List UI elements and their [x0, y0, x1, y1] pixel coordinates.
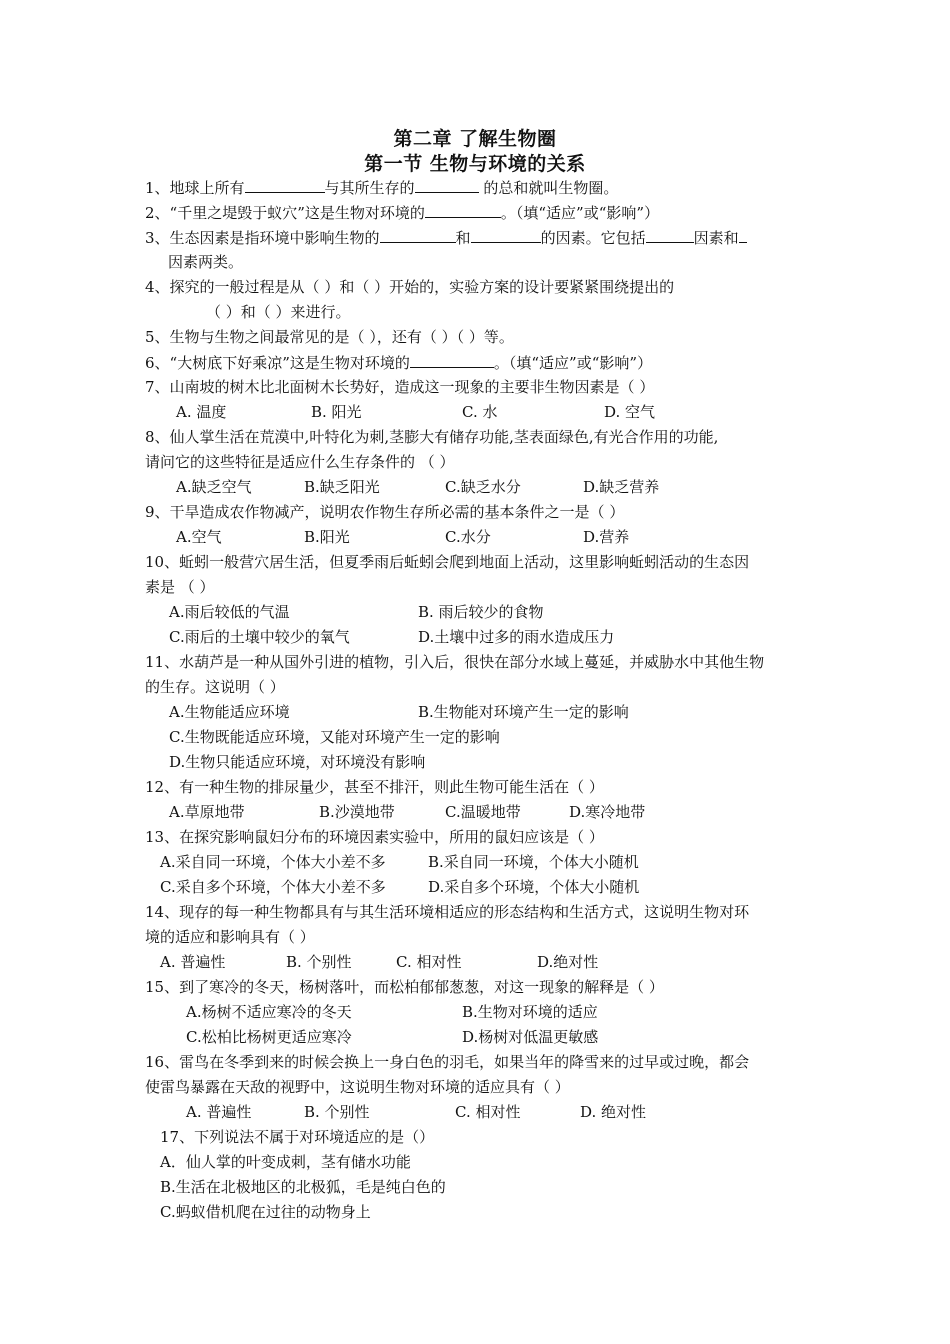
- question-4-line1: 4、探究的一般过程是从（ ）和（ ）开始的，实验方案的设计要紧紧围绕提出的: [145, 278, 675, 296]
- option-b[interactable]: B.生物对环境的适应: [462, 1003, 598, 1021]
- option-d[interactable]: D.绝对性: [537, 953, 599, 971]
- question-2: 2、“千里之堤毁于蚁穴”这是生物对环境的 。（填“适应”或“影响”）: [145, 204, 660, 222]
- option-a[interactable]: A.雨后较低的气温: [169, 603, 290, 621]
- option-b[interactable]: B.采自同一环境，个体大小随机: [428, 853, 639, 871]
- question-7: 7、山南坡的树木比北面树木长势好，造成这一现象的主要非生物因素是（ ）: [145, 378, 655, 396]
- answer-blank[interactable]: [380, 227, 456, 243]
- question-10-line2: 素是 （ ）: [145, 578, 215, 596]
- question-6: 6、“大树底下好乘凉”这是生物对环境的 。（填“适应”或“影响”）: [145, 354, 653, 372]
- question-8-line1: 8、仙人掌生活在荒漠中,叶特化为刺,茎膨大有储存功能,茎表面绿色,有光合作用的功能,: [145, 428, 719, 446]
- question-11-line1: 11、水葫芦是一种从国外引进的植物，引入后，很快在部分水域上蔓延，并威胁水中其他生物: [145, 653, 765, 671]
- question-1: 1、地球上所有 与其所生存的 的总和就叫生物圈。: [145, 179, 619, 197]
- option-a[interactable]: A. 普遍性: [160, 953, 226, 971]
- option-b[interactable]: B.生活在北极地区的北极狐，毛是纯白色的: [160, 1178, 446, 1196]
- option-c[interactable]: C.生物既能适应环境，又能对环境产生一定的影响: [169, 728, 500, 746]
- option-a[interactable]: A.草原地带: [169, 803, 245, 821]
- option-a[interactable]: A. 普遍性: [186, 1103, 252, 1121]
- answer-blank[interactable]: [646, 227, 694, 243]
- answer-blank[interactable]: [415, 177, 479, 193]
- question-11-line2: 的生存。这说明（ ）: [145, 678, 285, 696]
- option-c[interactable]: C.水分: [445, 528, 491, 546]
- answer-blank[interactable]: [425, 202, 501, 218]
- option-d[interactable]: D.土壤中过多的雨水造成压力: [418, 628, 615, 646]
- option-b[interactable]: B.缺乏阳光: [304, 478, 380, 496]
- option-a[interactable]: A.生物能适应环境: [169, 703, 290, 721]
- option-d[interactable]: D.缺乏营养: [583, 478, 660, 496]
- option-b[interactable]: B. 个别性: [304, 1103, 370, 1121]
- question-14-line2: 境的适应和影响具有（ ）: [145, 928, 315, 946]
- option-d[interactable]: D.采自多个环境，个体大小随机: [428, 878, 640, 896]
- option-a[interactable]: A.空气: [176, 528, 222, 546]
- option-b[interactable]: B.阳光: [304, 528, 350, 546]
- answer-blank[interactable]: [739, 227, 747, 243]
- question-5: 5、生物与生物之间最常见的是（ ），还有（ ）（ ）等。: [145, 328, 514, 346]
- option-a[interactable]: A.杨树不适应寒冷的冬天: [186, 1003, 352, 1021]
- answer-blank[interactable]: [245, 177, 325, 193]
- answer-blank[interactable]: [410, 352, 494, 368]
- option-c[interactable]: C.温暖地带: [445, 803, 521, 821]
- option-b[interactable]: B.沙漠地带: [319, 803, 395, 821]
- question-14-line1: 14、现存的每一种生物都具有与其生活环境相适应的形态结构和生活方式，这说明生物对环: [145, 903, 750, 921]
- question-3: 3、生态因素是指环境中影响生物的 和 的因素。它包括 因素和: [145, 227, 747, 248]
- question-17: 17、下列说法不属于对环境适应的是（）: [160, 1128, 435, 1146]
- option-c[interactable]: C. 水: [462, 403, 498, 421]
- option-b[interactable]: B. 阳光: [311, 403, 362, 421]
- chapter-title: 第二章 了解生物圈: [393, 128, 557, 150]
- question-8-line2: 请问它的这些特征是适应什么生存条件的 （ ）: [145, 453, 455, 471]
- option-c[interactable]: C.雨后的土壤中较少的氧气: [169, 628, 350, 646]
- question-9: 9、干旱造成农作物减产，说明农作物生存所必需的基本条件之一是（ ）: [145, 503, 625, 521]
- option-b[interactable]: B.生物能对环境产生一定的影响: [418, 703, 629, 721]
- option-c[interactable]: C.采自多个环境，个体大小差不多: [160, 878, 386, 896]
- option-d[interactable]: D. 空气: [604, 403, 656, 421]
- option-b[interactable]: B. 雨后较少的食物: [418, 603, 544, 621]
- option-c[interactable]: C. 相对性: [396, 953, 462, 971]
- option-c[interactable]: C.缺乏水分: [445, 478, 521, 496]
- option-d[interactable]: D.生物只能适应环境，对环境没有影响: [169, 753, 426, 771]
- option-d[interactable]: D. 绝对性: [580, 1103, 647, 1121]
- question-16-line1: 16、雷鸟在冬季到来的时候会换上一身白色的羽毛，如果当年的降雪来的过早或过晚，都会: [145, 1053, 750, 1071]
- question-4-line2: （ ）和（ ）来进行。: [206, 303, 351, 321]
- question-12: 12、有一种生物的排尿量少，甚至不排汗，则此生物可能生活在（ ）: [145, 778, 604, 796]
- option-a[interactable]: A.采自同一环境，个体大小差不多: [160, 853, 386, 871]
- option-d[interactable]: D.营养: [583, 528, 630, 546]
- option-d[interactable]: D.杨树对低温更敏感: [462, 1028, 599, 1046]
- answer-blank[interactable]: [471, 227, 541, 243]
- question-16-line2: 使雷鸟暴露在天敌的视野中，这说明生物对环境的适应具有（ ）: [145, 1078, 570, 1096]
- section-title: 第一节 生物与环境的关系: [364, 153, 586, 175]
- option-c[interactable]: C.松柏比杨树更适应寒冷: [186, 1028, 352, 1046]
- option-a[interactable]: A．仙人掌的叶变成刺，茎有储水功能: [160, 1153, 411, 1171]
- option-a[interactable]: A.缺乏空气: [176, 478, 252, 496]
- option-b[interactable]: B. 个别性: [286, 953, 352, 971]
- question-10-line1: 10、蚯蚓一般营穴居生活，但夏季雨后蚯蚓会爬到地面上活动，这里影响蚯蚓活动的生态因: [145, 553, 750, 571]
- question-13: 13、在探究影响鼠妇分布的环境因素实验中，所用的鼠妇应该是（ ）: [145, 828, 604, 846]
- question-15: 15、到了寒冷的冬天，杨树落叶，而松柏郁郁葱葱，对这一现象的解释是（ ）: [145, 978, 664, 996]
- option-a[interactable]: A. 温度: [176, 403, 227, 421]
- option-c[interactable]: C.蚂蚁借机爬在过往的动物身上: [160, 1203, 371, 1221]
- option-d[interactable]: D.寒冷地带: [569, 803, 646, 821]
- option-c[interactable]: C. 相对性: [455, 1103, 521, 1121]
- question-3-cont: 因素两类。: [168, 253, 244, 271]
